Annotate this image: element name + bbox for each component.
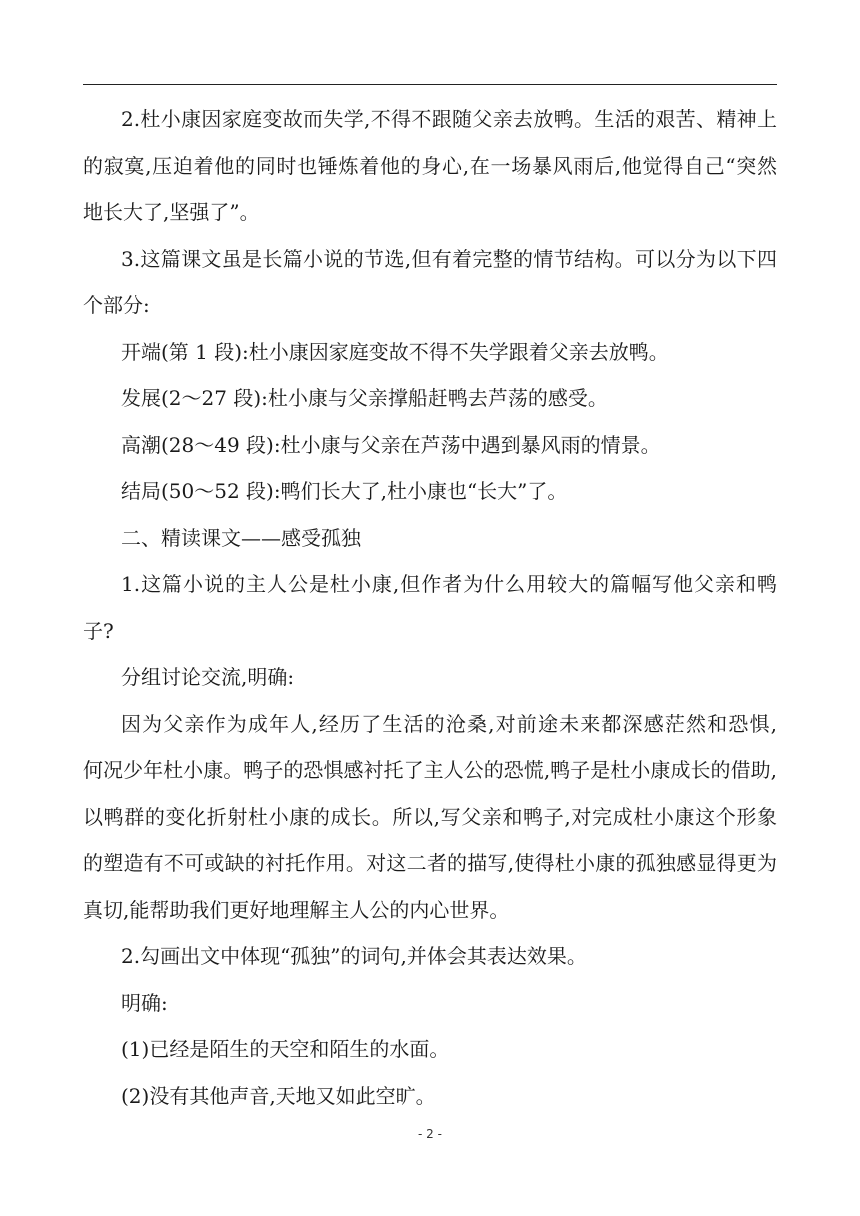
text-line: 1.这篇小说的主人公是杜小康,但作者为什么用较大的篇幅写他父亲和鸭 <box>121 572 777 596</box>
text-line: 地长大了,坚强了”。 <box>83 200 260 224</box>
text-line: 分组讨论交流,明确: <box>121 665 295 689</box>
text-line: (1)已经是陌生的天空和陌生的水面。 <box>121 1037 450 1061</box>
text-line: 明确: <box>121 990 168 1015</box>
text-line: 个部分: <box>83 293 150 317</box>
text-line: 的塑造有不可或缺的衬托作用。对这二者的描写,使得杜小康的孤独感显得更为 <box>83 851 777 875</box>
text-line: 发展(2～27 段):杜小康与父亲撑船赶鸭去芦荡的感受。 <box>121 386 608 410</box>
document-body <box>83 96 777 1119</box>
text-line: 子? <box>83 618 114 643</box>
text-line: 结局(50～52 段):鸭们长大了,杜小康也“长大”了。 <box>121 479 568 503</box>
text-line: 2.杜小康因家庭变故而失学,不得不跟随父亲去放鸭。生活的艰苦、精神上 <box>121 107 777 131</box>
text-line: 高潮(28～49 段):杜小康与父亲在芦荡中遇到暴风雨的情景。 <box>121 432 661 457</box>
text-line: 2.勾画出文中体现“孤独”的词句,并体会其表达效果。 <box>121 944 587 968</box>
text-line: 的寂寞,压迫着他的同时也锤炼着他的身心,在一场暴风雨后,他觉得自己“突然 <box>83 153 777 178</box>
header-rule <box>83 84 777 85</box>
text-line: 真切,能帮助我们更好地理解主人公的内心世界。 <box>83 897 510 922</box>
text-line: 因为父亲作为成年人,经历了生活的沧桑,对前途未来都深感茫然和恐惧, <box>121 711 777 736</box>
text-line: (2)没有其他声音,天地又如此空旷。 <box>121 1083 436 1108</box>
page-number: - 2 - <box>418 1127 442 1141</box>
text-line: 以鸭群的变化折射杜小康的成长。所以,写父亲和鸭子,对完成杜小康这个形象 <box>83 804 777 829</box>
section-heading: 二、精读课文——感受孤独 <box>121 525 361 550</box>
text-line: 何况少年杜小康。鸭子的恐惧感衬托了主人公的恐慌,鸭子是杜小康成长的借助, <box>83 758 777 782</box>
text-line: 开端(第 1 段):杜小康因家庭变故不得不失学跟着父亲去放鸭。 <box>121 339 669 364</box>
text-line: 3.这篇课文虽是长篇小说的节选,但有着完整的情节结构。可以分为以下四 <box>121 246 777 271</box>
